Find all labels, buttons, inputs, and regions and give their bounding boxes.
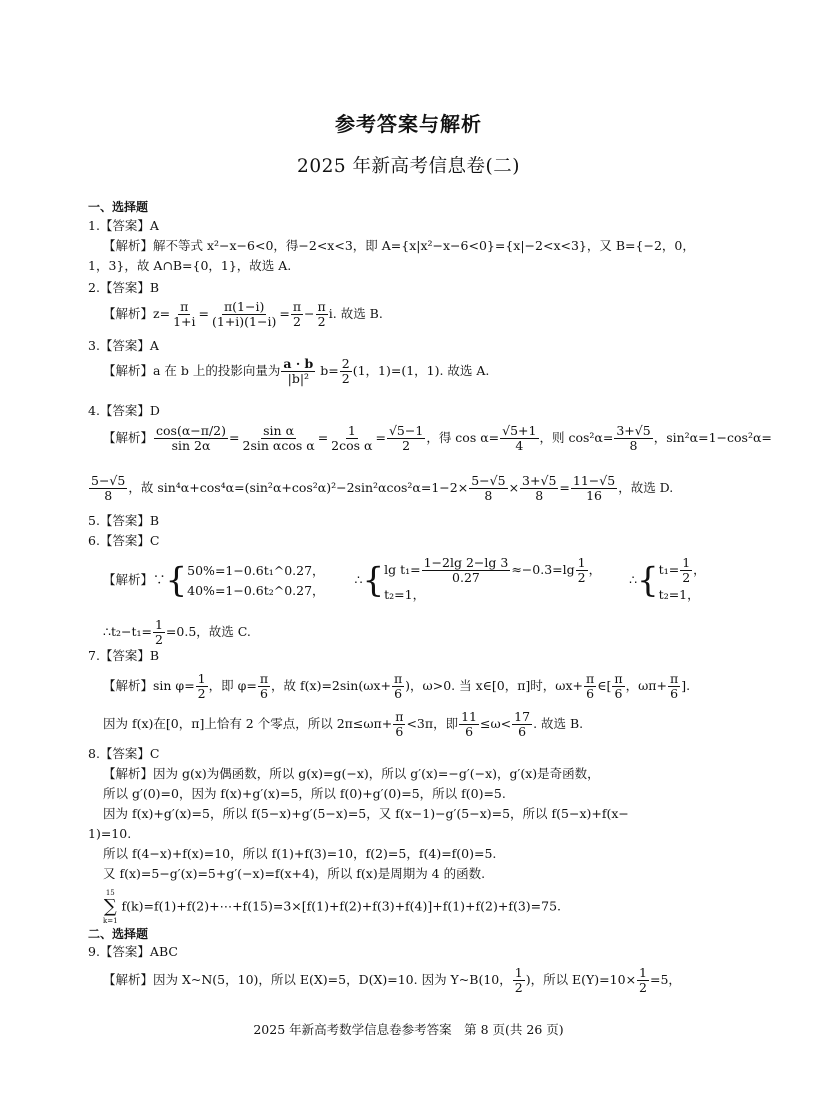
q6-analysis-system: 【解析】∵{ 50%=1−0.6t₁^0.27， 40%=1−0.6t₂^0.27， ∴{ lg t₁= $\frac{1-2\lg 2-\lg 3}{0.27}$ ≈−0.3=lg $\frac{1}{2}$ ， t₂=1， ∴{ t₁= $\frac{1}{2}$ ， t₂=1， <box>103 555 706 602</box>
q1-analysis-line2: 1，3}，故 A∩B={0，1}，故选 A. <box>88 258 292 273</box>
q4-analysis-line2: $\frac{5-√5}{8}$ ，故 sin⁴α+cos⁴α=(sin²α+cos²α)²−2sin²αcos²α=1−2× $\frac{5-√5}{8}$ × $\frac{3+√5}{8}$ = $\frac{11-√5}{16}$ ，故选 D. <box>91 473 674 503</box>
q1-answer: 1.【答案】A <box>88 218 159 233</box>
q4-answer: 4.【答案】D <box>88 403 160 418</box>
page-title: 参考答案与解析 <box>335 112 482 136</box>
q7-analysis-line1: 【解析】sin φ= $\frac{1}{2}$ ，即 φ= $\frac{\pi}{6}$ ，故 f(x)=2sin(ωx+ $\frac{\pi}{6}$ )，ω>0. 当 x∈[0，π]时，ωx+ $\frac{\pi}{6}$ ∈[ $\frac{\pi}{6}$ ，ωπ+ $\frac{\pi}{6}$ ]. <box>103 671 691 701</box>
q1-analysis-line1: 【解析】解不等式 x²−x−6<0，得−2<x<3，即 A={x|x²−x−6<0}={x|−2<x<3}，又 B={−2，0， <box>103 238 695 253</box>
q8-analysis-line4: 1)=10. <box>88 826 132 841</box>
q3-answer: 3.【答案】A <box>88 338 159 353</box>
q8-analysis-line2: 所以 g′(0)=0，因为 f(x)+g′(x)=5，所以 f(0)+g′(0)=5，所以 f(0)=5. <box>103 786 506 801</box>
q8-summation: 15 ∑ k=1 f(k)=f(1)+f(2)+⋯+f(15)=3×[f(1)+f(2)+f(3)+f(4)]+f(1)+f(2)+f(3)=75. <box>103 889 562 925</box>
q8-analysis-line6: 又 f(x)=5−g′(x)=5+g′(−x)=f(x+4)，所以 f(x)是周期为 4 的函数. <box>103 866 486 881</box>
q3-analysis: 【解析】a 在 b 上的投影向量为 $\frac{a \cdot b}{\text{|b|²}}$ b= $\frac{2}{2}$ (1，1)=(1，1). 故选 A. <box>103 356 490 386</box>
q2-analysis: 【解析】z= $\frac{\pi}{1+i}$ = $\frac{\pi(1-i)}{(1+i)(1-i)}$ = $\frac{\pi}{2}$ − $\frac{\pi}{2}$ i. 故选 B. <box>103 299 383 329</box>
page-footer: 2025 年新高考数学信息卷参考答案 第 8 页(共 26 页) <box>253 1022 564 1037</box>
q8-analysis-line5: 所以 f(4−x)+f(x)=10，所以 f(1)+f(3)=10，f(2)=5，f(4)=f(0)=5. <box>103 846 497 861</box>
q2-answer: 2.【答案】B <box>88 280 160 295</box>
q8-analysis-line1: 【解析】因为 g(x)为偶函数，所以 g(x)=g(−x)，所以 g′(x)=−g′(−x)，g′(x)是奇函数， <box>103 766 600 781</box>
section-heading-choice: 一、选择题 <box>88 200 149 214</box>
q5-answer: 5.【答案】B <box>88 513 160 528</box>
q7-answer: 7.【答案】B <box>88 648 160 663</box>
q9-answer: 9.【答案】ABC <box>88 944 178 959</box>
q8-analysis-line3: 因为 f(x)+g′(x)=5，所以 f(5−x)+g′(5−x)=5，又 f(x−1)−g′(5−x)=5，所以 f(5−x)+f(x− <box>103 806 629 821</box>
q6-conclusion: ∴t₂−t₁= $\frac{1}{2}$ =0.5，故选 C. <box>103 617 251 647</box>
q8-answer: 8.【答案】C <box>88 746 160 761</box>
q6-answer: 6.【答案】C <box>88 533 160 548</box>
q7-analysis-line2: 因为 f(x)在[0，π]上恰有 2 个零点，所以 2π≤ωπ+ $\frac{\pi}{6}$ <3π，即 $\frac{11}{6}$ ≤ω< $\frac{17}{6}$ . 故选 B. <box>103 709 584 739</box>
page-subtitle: 2025 年新高考信息卷(二) <box>297 156 520 177</box>
q9-analysis: 【解析】因为 X~N(5，10)，所以 E(X)=5，D(X)=10. 因为 Y~B(10， $\frac{1}{2}$ )，所以 E(Y)=10× $\frac{1}{2}$ =5， <box>103 965 681 995</box>
q4-analysis-line1: 【解析】 $\frac{\cos(\alpha-\pi/2)}{\sin 2\alpha}$ = $\frac{\text{sin α}}{\text{2sin αcos α}}$ = $\frac{1}{\text{2cos α}}$ = $\frac{√5-1}{2}$ ，得 cos α= $\frac{√5+1}{4}$ ，则 cos²α= $\frac{3+√5}{8}$ ，sin²α=1−cos²α= <box>103 423 772 453</box>
section-heading-multi: 二、选择题 <box>88 927 149 941</box>
